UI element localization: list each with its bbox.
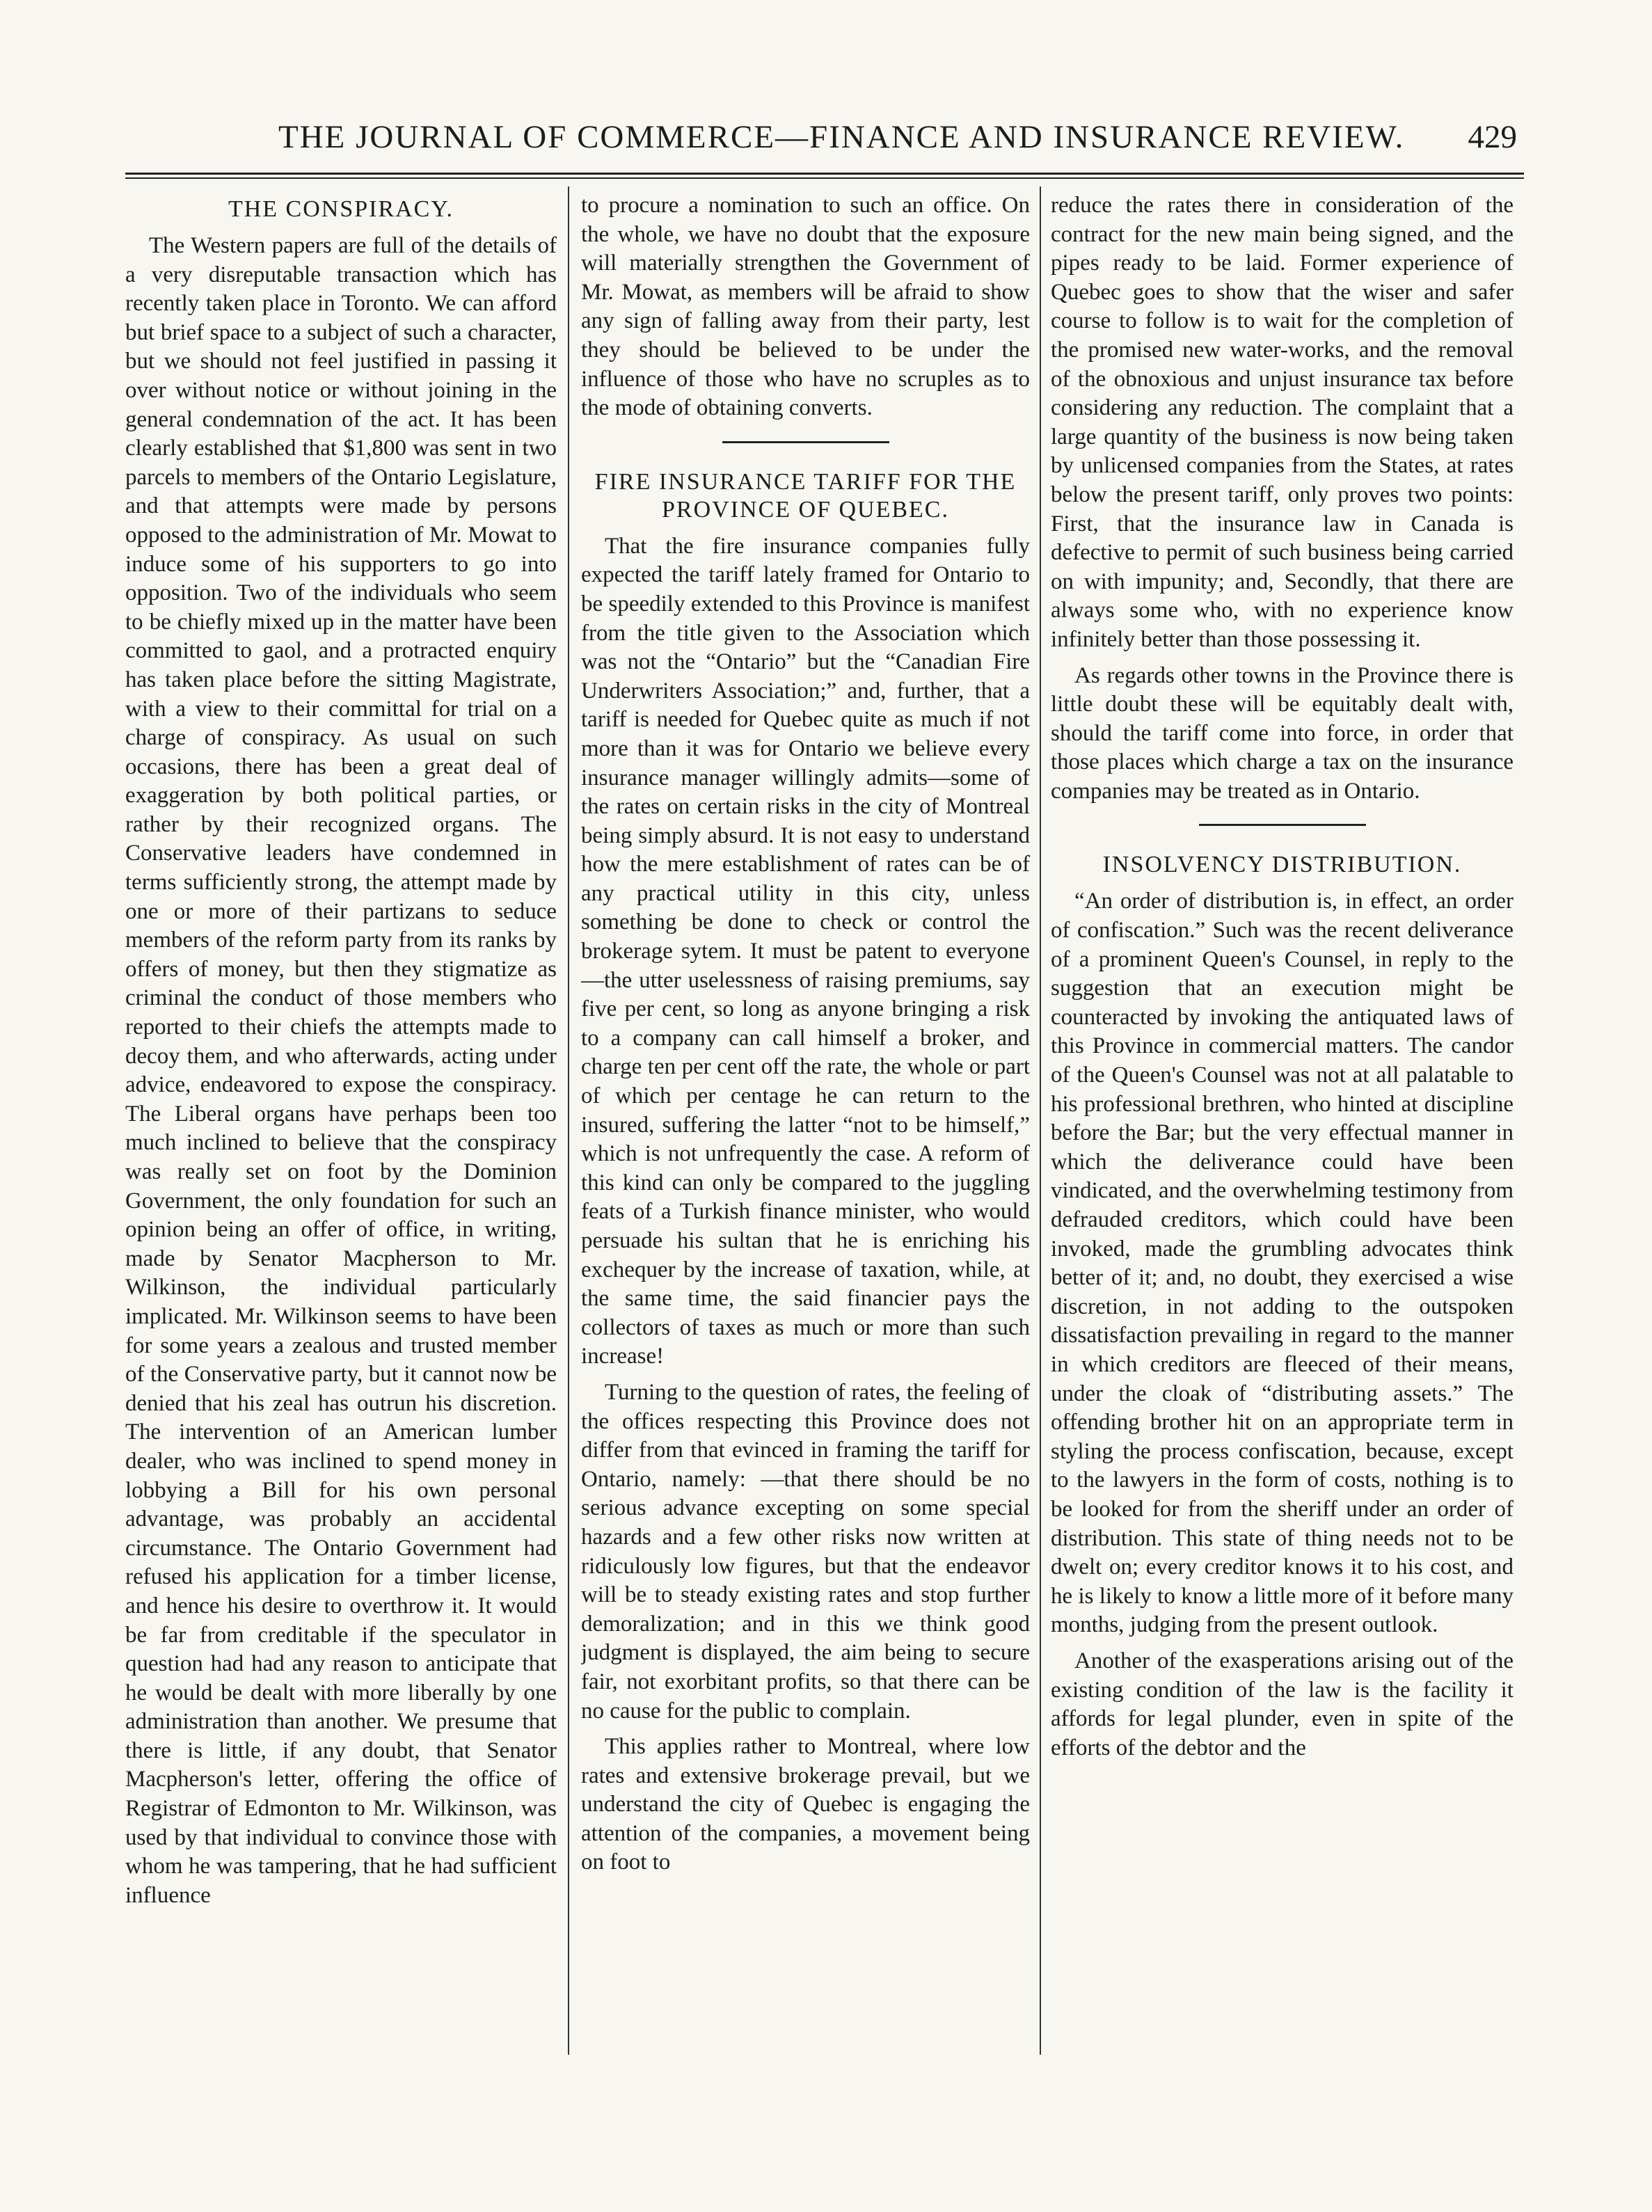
column-2 — [581, 191, 1030, 2056]
column-1 — [125, 191, 557, 2056]
article-paragraph: This applies rather to Montreal, where low rates and extensive brokerage prevail, but we understand the city of Quebec is engaging the attention of the companies, a movement being on foot to — [581, 1734, 1030, 1875]
page-number: 429 — [1468, 119, 1517, 155]
article-heading-conspiracy: THE CONSPIRACY. — [228, 196, 454, 222]
article-heading-insolvency: INSOLVENCY DISTRIBUTION. — [1102, 852, 1462, 878]
column-divider — [1040, 186, 1041, 2055]
page-header — [132, 118, 1517, 167]
article-paragraph: Turning to the question of rates, the feeling of the offices respecting this Province does not differ from that evinced in framing the tariff for Ontario, namely: —that there should be no serious advance excepting on some special hazards and a few other risks now written at ridiculously low figures, but that the endeavor will be to steady existing rates and stop further demoralization; and in this we think good judgment is displayed, the aim being to secure fair, not exorbitant profits, so that there can be no cause for the public to complain. — [581, 1379, 1030, 1724]
article-paragraph: As regards other towns in the Province there is little doubt these will be equitably dealt with, should the tariff come into force, in order that those places which charge a tax on the insurance companies may be treated as in Ontario. — [1051, 662, 1514, 804]
continued-paragraph: reduce the rates there in consideration of the contract for the new main being signed, and the pipes ready to be laid. Former experience of Quebec goes to show that the wiser and safer course to follow is to wait for the completion of the promised new water-works, and the removal of the obnoxious and unjust insurance tax before considering any reduction. The complaint that a large quantity of the business is now being taken by unlicensed companies from the States, at rates below the present tariff, only proves two points: First, that the insurance law in Canada is defective to permit of such business being carried on with impunity; and, Secondly, that there are always some who, with no experience know infinitely better than those possessing it. — [1051, 193, 1514, 652]
article-paragraph: Another of the exasperations arising out of the existing condition of the law is the facility it affords for legal plunder, even in spite of the efforts of the debtor and the — [1051, 1648, 1514, 1760]
article-paragraph: That the fire insurance companies fully expected the tariff lately framed for Ontario to be speedily extended to this Province is manifest from the title given to the Association which was not the “Ontario” but the “Canadian Fire Underwriters Association;” and, further, that a tariff is needed for Quebec quite as much if not more than it was for Ontario we believe every insurance manager willingly admits—some of the rates on certain risks in the city of Montreal being simply absurd. It is not easy to understand how the mere establishment of rates can be of any practical utility in this city, unless something be done to check or control the brokerage sytem. It must be patent to everyone—the utter uselessness of raising premiums, say five per cent, so long as anyone bringing a risk to a company can call himself a broker, and charge ten per cent off the rate, the whole or part of which per centage he can return to the insured, suffering the latter “not to be himself,” which is not unfrequently the case. A reform of this kind can only be compared to the juggling feats of a Turkish finance minister, who would persuade his sultan that he is enriching his exchequer by the increase of taxation, while, at the same time, the said financier pays the collectors of taxes as much or more than such increase! — [581, 533, 1030, 1369]
running-title: THE JOURNAL OF COMMERCE—FINANCE AND INSURANCE REVIEW. — [278, 119, 1405, 155]
article-heading-fire-insurance: FIRE INSURANCE TARIFF FOR THE PROVINCE OF QUEBEC. — [594, 468, 1017, 523]
column-3 — [1051, 191, 1514, 2056]
continued-paragraph: to procure a nomination to such an office. On the whole, we have no doubt that the exposure will materially strengthen the Government of Mr. Mowat, as members will be afraid to show any sign of falling away from their party, lest they should be believed to be under the influence of those who have no scruples as to the mode of obtaining converts. — [581, 193, 1030, 421]
column-divider — [568, 186, 569, 2055]
header-rule — [125, 173, 1524, 179]
section-rule — [722, 441, 889, 443]
section-rule — [1199, 824, 1366, 826]
article-paragraph: “An order of distribution is, in effect, an order of confiscation.” Such was the recent deliverance of a prominent Queen's Counsel, in reply to the suggestion that an execution might be counteracted by invoking the antiquated laws of this Province in commercial matters. The candor of the Queen's Counsel was not at all palatable to his professional brethren, who hinted at discipline before the Bar; but the very effectual manner in which the deliverance could have been vindicated, and the overwhelming testimony from defrauded creditors, which could have been invoked, made the grumbling advocates think better of it; and, no doubt, they exercised a wise discretion, in not adding to the outspoken dissatisfaction prevailing in regard to the manner in which creditors are fleeced of their means, under the cloak of “distributing assets.” The offending brother hit on an appropriate term in styling the process confiscation, because, except to the lawyers in the form of costs, nothing is to be looked for from the sheriff under an order of distribution. This state of thing needs not to be dwelt on; every creditor knows it to his cost, and he is likely to know a little more of it before many months, judging from the present outlook. — [1051, 889, 1514, 1638]
article-paragraph: The Western papers are full of the details of a very disreputable transaction which has recently taken place in Toronto. We can afford but brief space to a subject of such a character, but we should not feel justified in passing it over without notice or without joining in the general condemnation of the act. It has been clearly established that $1,800 was sent in two parcels to members of the Ontario Legislature, and that attempts were made by persons opposed to the administration of Mr. Mowat to induce some of his supporters to go into opposition. Two of the individuals who seem to be chiefly mixed up in the matter have been committed to gaol, and a protracted enquiry has taken place before the sitting Magistrate, with a view to their committal for trial on a charge of conspiracy. As usual on such occasions, there has been a great deal of exaggeration by both political parties, or rather by their recognized organs. The Conservative leaders have condemned in terms sufficiently strong, the attempt made by one or more of their partizans to seduce members of the reform party from its ranks by offers of money, but then they stigmatize as criminal the conduct of those members who reported to their chiefs the attempts made to decoy them, and who afterwards, acting under advice, endeavored to expose the conspiracy. The Liberal organs have perhaps been too much inclined to believe that the conspiracy was really set on foot by the Dominion Government, the only foundation for such an opinion being an offer of office, in writing, made by Senator Macpherson to Mr. Wilkinson, the individual particularly implicated. Mr. Wilkinson seems to have been for some years a zealous and trusted member of the Conservative party, but it cannot now be denied that his zeal has outrun his discretion. The intervention of an American lumber dealer, who was inclined to spend money in lobbying a Bill for his own personal advantage, was probably an accidental circumstance. The Ontario Government had refused his application for a timber license, and hence his desire to overthrow it. It would be far from creditable if the speculator in question had had any reason to anticipate that he would be dealt with more liberally by one administration than another. We presume that there is little, if any doubt, that Senator Macpherson's letter, offering the office of Registrar of Edmonton to Mr. Wilkinson, was used by that individual to convince those with whom he was tampering, that he had sufficient influence — [125, 233, 557, 1908]
